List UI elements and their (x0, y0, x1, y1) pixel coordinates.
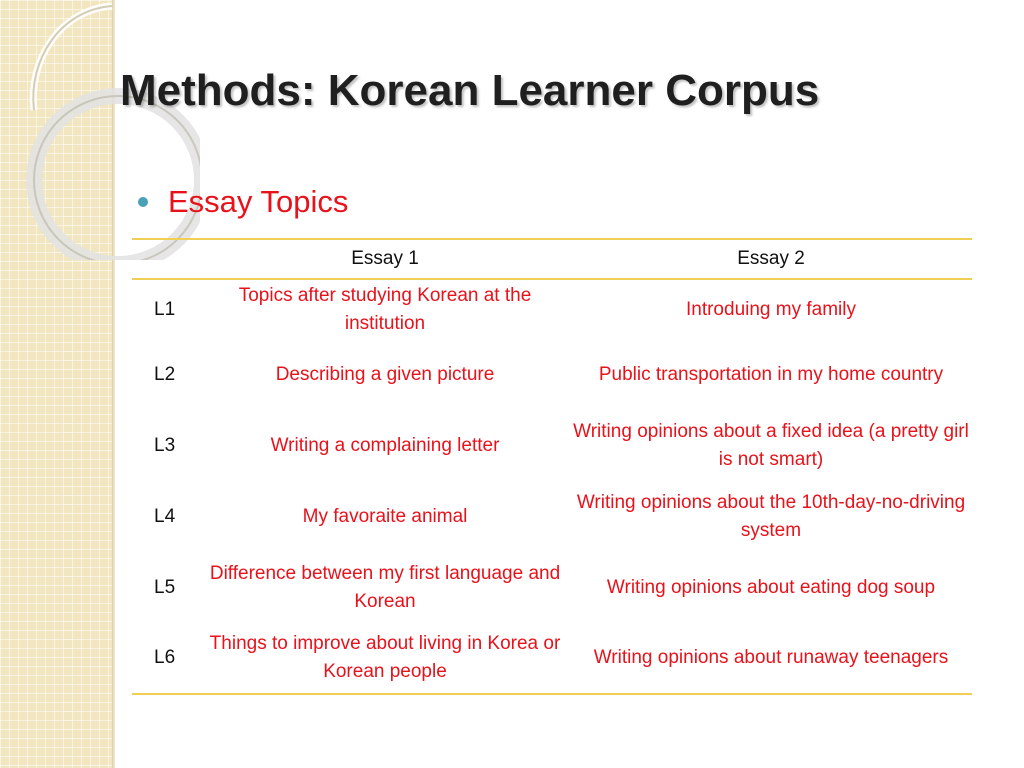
bullet-dot-icon (138, 197, 148, 207)
essay-2-cell: Writing opinions about eating dog soup (606, 576, 936, 598)
level-cell: L4 (154, 505, 176, 527)
header-essay-2: Essay 2 (570, 239, 972, 279)
slide-title: Methods: Korean Learner Corpus (120, 66, 820, 115)
essay-2-cell: Introduing my family (685, 298, 856, 320)
level-cell: L6 (132, 623, 200, 694)
essay-1-cell: Topics after studying Korean at the institution (238, 284, 532, 334)
table-row (132, 552, 972, 623)
essay-1-cell: My favoraite animal (302, 505, 468, 527)
header-level (132, 239, 200, 279)
table-row (132, 339, 972, 410)
essay-1-cell: Things to improve about living in Korea or Korean people (200, 623, 570, 694)
essay-2-cell: Writing opinions about runaway teenagers (570, 623, 972, 694)
bullet-item (138, 184, 348, 220)
level-cell: L2 (154, 363, 176, 385)
header-essay-1: Essay 1 (200, 239, 570, 279)
level-cell: L3 (154, 434, 176, 456)
level-cell: L1 (154, 298, 176, 320)
table-row (132, 623, 972, 694)
essay-2-cell: Public transportation in my home country (598, 363, 944, 385)
table-row (132, 481, 972, 552)
table-header-row (132, 239, 972, 279)
level-cell: L5 (154, 576, 176, 598)
bullet-text: Essay Topics (168, 184, 349, 219)
essay-1-cell: Difference between my first language and Korean (209, 562, 561, 612)
essay-1-cell: Writing a complaining letter (270, 434, 500, 456)
essay-2-cell: Writing opinions about a fixed idea (a pretty girl is not smart) (573, 420, 969, 470)
table-row (132, 279, 972, 339)
essay-topics-table (132, 238, 972, 695)
essay-2-cell: Writing opinions about the 10th-day-no-driving system (576, 491, 966, 541)
decorative-rings (0, 0, 200, 260)
essay-1-cell: Describing a given picture (275, 363, 495, 385)
table-row (132, 410, 972, 481)
